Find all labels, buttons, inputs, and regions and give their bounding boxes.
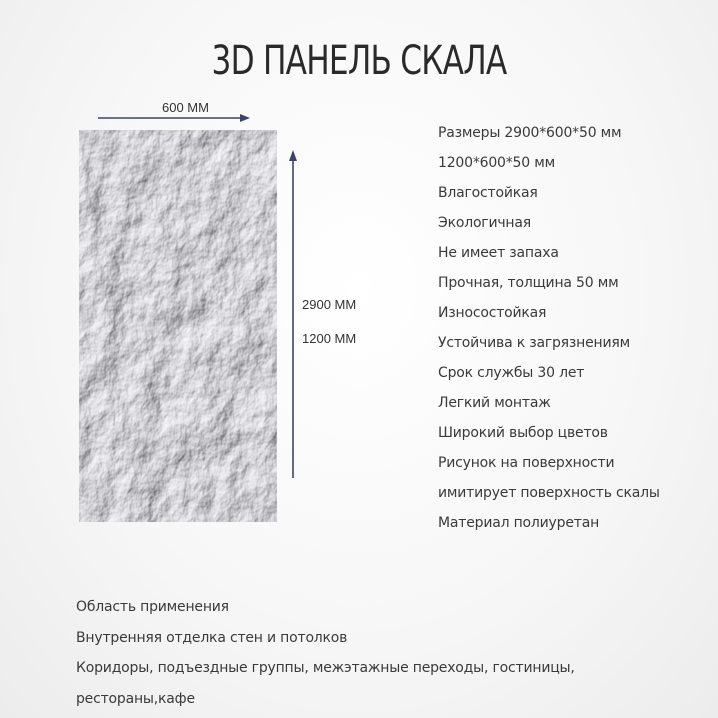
width-arrow [98, 114, 250, 122]
usage-item: рестораны,кафе [76, 690, 195, 707]
usage-item: Коридоры, подъездные группы, межэтажные переходы, гостиницы, [76, 660, 575, 676]
usage-item: Внутренняя отделка стен и потолков [76, 629, 348, 646]
width-label: 600 ММ [162, 100, 209, 115]
spec-item: имитирует поверхность скалы [438, 485, 660, 501]
spec-item: Срок службы 30 лет [438, 365, 585, 381]
height-arrow [289, 150, 297, 478]
spec-item: Не имеет запаха [438, 245, 559, 261]
usage-list [76, 592, 575, 714]
usage-heading: Область применения [76, 599, 229, 615]
spec-item: Прочная, толщина 50 мм [438, 275, 619, 291]
spec-item: Износостойкая [438, 305, 547, 321]
spec-item: Устойчива к загрязнениям [438, 335, 630, 351]
rock-panel-image [79, 130, 277, 522]
spec-item: Широкий выбор цветов [438, 425, 608, 441]
page-title: 3D ПАНЕЛЬ СКАЛА [211, 38, 507, 84]
spec-list [438, 118, 660, 538]
spec-item: Легкий монтаж [438, 395, 551, 411]
spec-item: Экологичная [438, 215, 531, 231]
spec-item: Рисунок на поверхности [438, 455, 615, 471]
spec-item: Размеры 2900*600*50 мм [438, 125, 622, 141]
height-label-2900: 2900 ММ [302, 297, 357, 312]
rock-texture [79, 130, 277, 522]
height-label-1200: 1200 ММ [302, 331, 357, 346]
spec-item: 1200*600*50 мм [438, 155, 555, 171]
spec-item: Влагостойкая [438, 185, 538, 201]
spec-item: Материал полиуретан [438, 515, 600, 531]
